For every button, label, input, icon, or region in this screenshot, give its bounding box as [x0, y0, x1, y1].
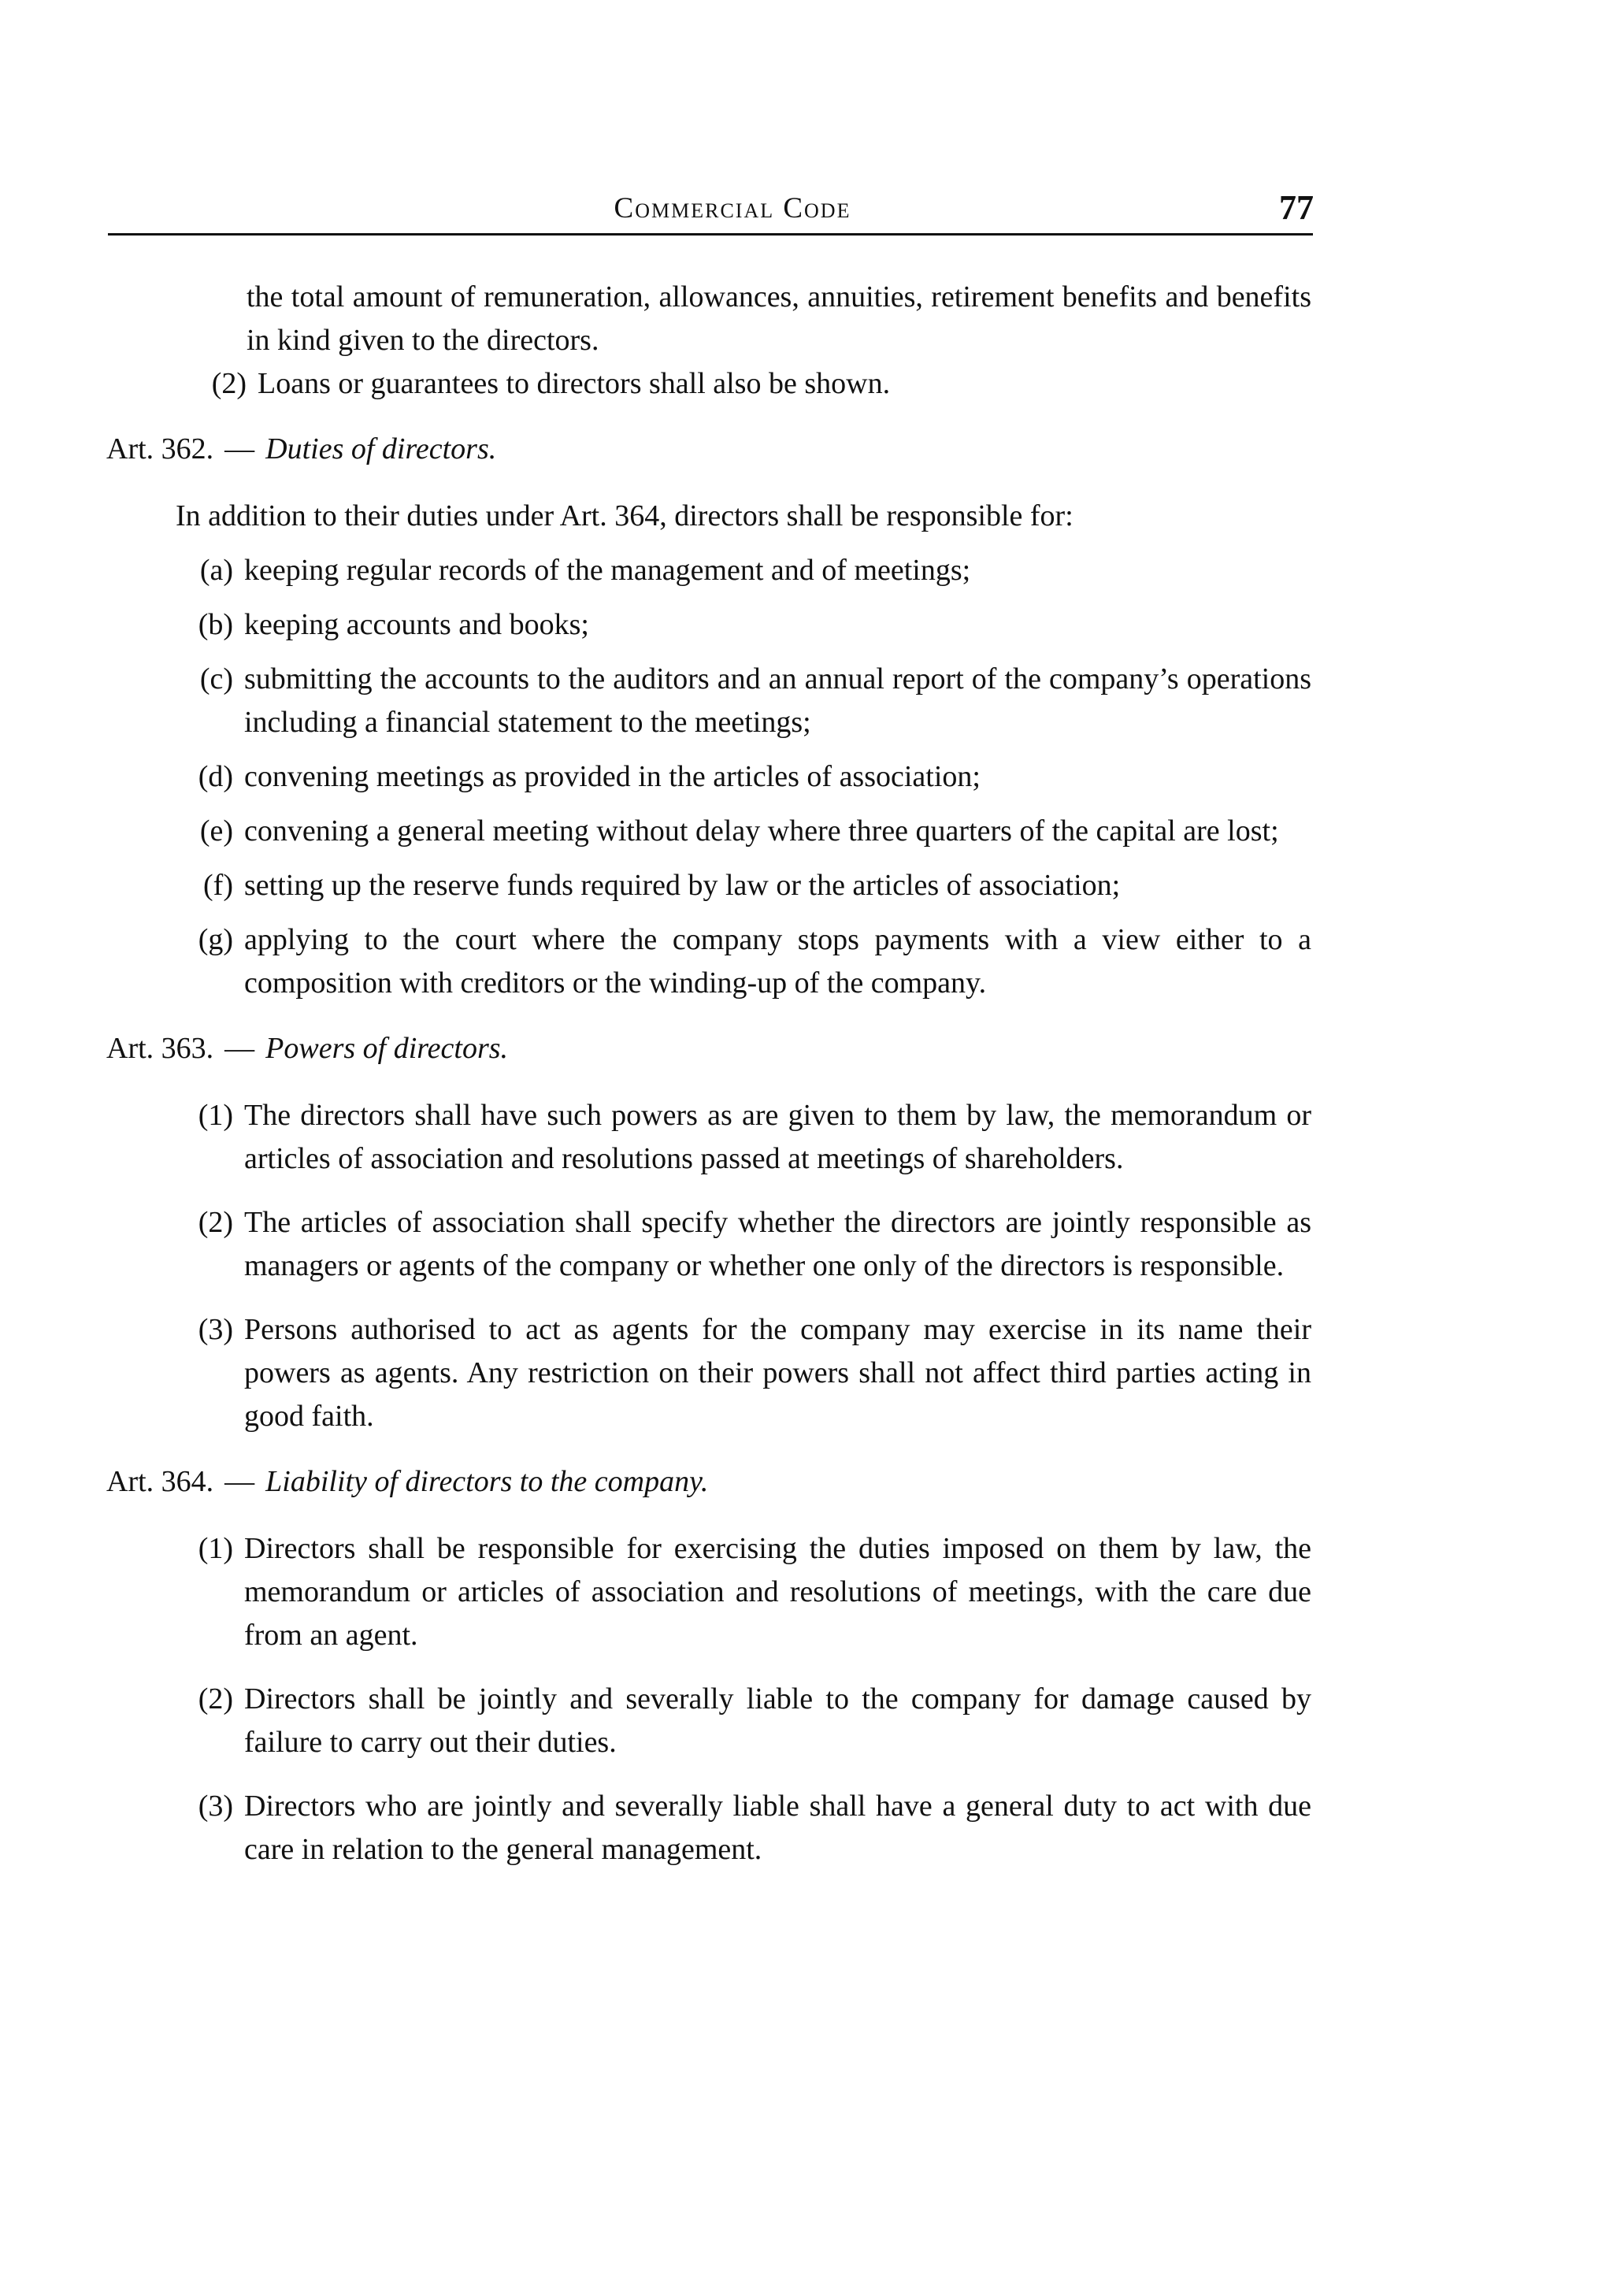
- item-label: (d): [198, 760, 233, 793]
- item-text: keeping accounts and books;: [244, 608, 589, 641]
- page-number: 77: [1279, 188, 1314, 227]
- item-label: (2): [211, 367, 247, 400]
- article-heading-363: [106, 1027, 1311, 1070]
- item-label: (2): [198, 1206, 233, 1239]
- list-item: [176, 549, 1311, 592]
- article-number: Art. 362.: [106, 432, 214, 466]
- article-number: Art. 363.: [106, 1032, 214, 1065]
- article-heading-364: [106, 1460, 1311, 1504]
- continuation-item-2: [189, 362, 1311, 406]
- continuation-text: the total amount of remuneration, allowances, annuities, retirement benefits and benefits in kind given to the directors.: [247, 280, 1311, 357]
- item-label: (3): [198, 1790, 233, 1823]
- list-item: [176, 1308, 1311, 1438]
- article-dash: —: [224, 1465, 255, 1498]
- item-text: convening meetings as provided in the articles of association;: [244, 760, 981, 793]
- item-text: convening a general meeting without delay where three quarters of the capital are lost;: [244, 814, 1279, 848]
- item-label: (b): [198, 608, 233, 641]
- list-item: [176, 1527, 1311, 1657]
- item-text: Loans or guarantees to directors shall also be shown.: [258, 367, 891, 400]
- list-item: [176, 755, 1311, 799]
- article-364-list: [93, 1527, 1311, 1871]
- list-item: [176, 864, 1311, 907]
- article-title: Powers of directors.: [265, 1032, 509, 1065]
- list-item: [176, 918, 1311, 1005]
- item-label: (1): [198, 1099, 233, 1132]
- list-item: [176, 658, 1311, 744]
- article-362-intro: In addition to their duties under Art. 364, directors shall be responsible for:: [176, 499, 1073, 532]
- article-dash: —: [224, 1032, 255, 1065]
- item-label: (1): [198, 1532, 233, 1565]
- item-text: Directors shall be responsible for exercising the duties imposed on them by law, the memorandum or articles of association and resolutions of meetings, with the care due from an agent.: [244, 1532, 1311, 1652]
- item-label: (e): [199, 814, 233, 848]
- item-label: (c): [199, 662, 233, 695]
- list-item: [176, 1094, 1311, 1181]
- item-label: (3): [198, 1313, 233, 1346]
- article-title: Duties of directors.: [265, 432, 497, 466]
- page-body: [106, 276, 1311, 1871]
- article-362-list: [93, 549, 1311, 1005]
- item-text: keeping regular records of the management and of meetings;: [244, 554, 971, 587]
- item-text: applying to the court where the company stops payments with a view either to a composition with creditors or the winding-up of the company.: [244, 923, 1311, 1000]
- article-363-list: [93, 1094, 1311, 1438]
- article-title: Liability of directors to the company.: [265, 1465, 709, 1498]
- article-heading-362: [106, 428, 1311, 471]
- item-text: The articles of association shall specify whether the directors are jointly responsible as managers or agents of the company or whether one only of the directors is responsible.: [244, 1206, 1311, 1282]
- list-item: [176, 810, 1311, 853]
- article-number: Art. 364.: [106, 1465, 214, 1498]
- item-text: setting up the reserve funds required by law or the articles of association;: [244, 869, 1121, 902]
- item-label: (g): [198, 923, 233, 956]
- item-text: submitting the accounts to the auditors and an annual report of the company’s operations including a financial statement to the meetings;: [244, 662, 1311, 739]
- item-label: (a): [199, 554, 233, 587]
- item-text: Directors shall be jointly and severally liable to the company for damage caused by failure to carry out their duties.: [244, 1682, 1311, 1759]
- item-text: Directors who are jointly and severally liable shall have a general duty to act with due care in relation to the general management.: [244, 1790, 1311, 1866]
- item-text: Persons authorised to act as agents for the company may exercise in its name their powers as agents. Any restriction on their powers shall not affect third parties acting in good faith.: [244, 1313, 1311, 1433]
- running-title: Commercial Code: [614, 192, 851, 224]
- list-item: [176, 603, 1311, 647]
- list-item: [176, 1785, 1311, 1871]
- article-dash: —: [224, 432, 255, 466]
- item-label: (2): [198, 1682, 233, 1716]
- item-label: (f): [203, 869, 233, 902]
- item-text: The directors shall have such powers as are given to them by law, the memorandum or articles of association and resolutions passed at meetings of shareholders.: [244, 1099, 1311, 1175]
- list-item: [176, 1201, 1311, 1288]
- list-item: [176, 1678, 1311, 1764]
- header-rule: [108, 233, 1313, 236]
